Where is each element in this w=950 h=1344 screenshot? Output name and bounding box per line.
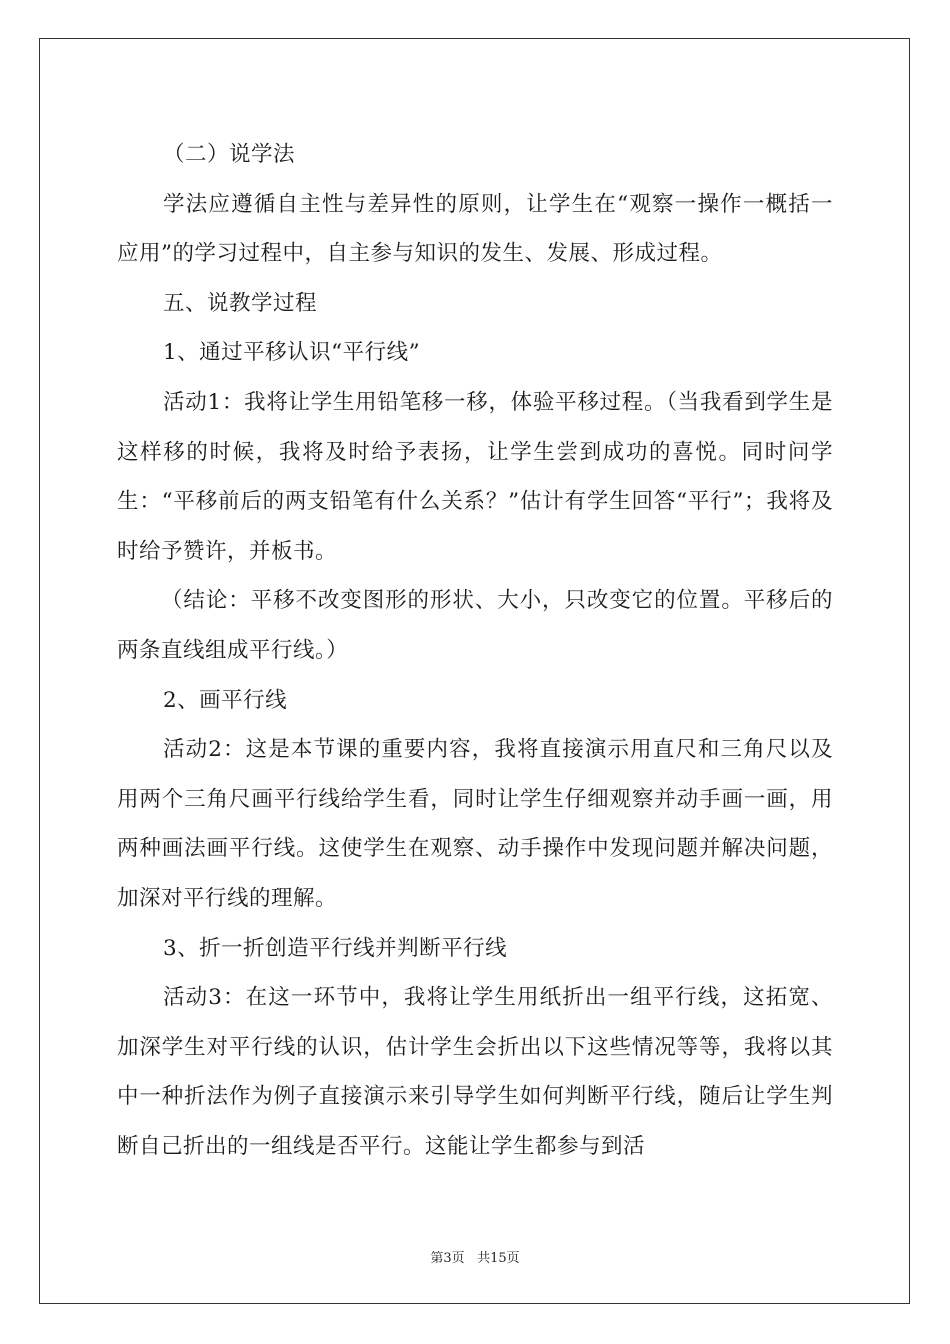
paragraph-activity-1: 活动1：我将让学生用铅笔移一移，体验平移过程。（当我看到学生是这样移的时候，我将及时给予表扬，让学生尝到成功的喜悦。同时问学生：“平移前后的两支铅笔有什么关系？”估计有学生回答“平行”；我将及时给予赞许，并板书。 — [117, 389, 833, 564]
page-number: 第3页 — [430, 1251, 465, 1266]
paragraph-activity-2: 活动2：这是本节课的重要内容，我将直接演示用直尺和三角尺以及用两个三角尺画平行线给学生看，同时让学生仔细观察并动手画一画，用两种画法画平行线。这使学生在观察、动手操作中发现问题并解决问题，加深对平行线的理解。 — [117, 737, 833, 911]
paragraph-study-method: 学法应遵循自主性与差异性的原则，让学生在“观察一操作一概括一应用”的学习过程中，自主参与知识的发生、发展、形成过程。 — [117, 191, 833, 267]
subheading-fold-parallel: 3、折一折创造平行线并判断平行线 — [163, 935, 508, 961]
subheading-draw-parallel: 2、画平行线 — [163, 687, 288, 713]
heading-teaching-process: 五、说教学过程 — [163, 290, 318, 316]
heading-study-method: （二）说学法 — [163, 142, 296, 167]
document-body — [117, 130, 833, 1171]
paragraph-conclusion: （结论：平移不改变图形的形状、大小，只改变它的位置。平移后的两条直线组成平行线。） — [117, 588, 833, 663]
page-footer — [0, 1247, 950, 1266]
page-total: 共15页 — [477, 1251, 520, 1266]
subheading-translation: 1、通过平移认识“平行线” — [163, 340, 421, 366]
paragraph-activity-3: 活动3：在这一环节中，我将让学生用纸折出一组平行线，这拓宽、加深学生对平行线的认识，估计学生会折出以下这些情况等等，我将以其中一种折法作为例子直接演示来引导学生如何判断平行线，随后让学生判断自己折出的一组线是否平行。这能让学生都参与到活 — [117, 985, 833, 1159]
